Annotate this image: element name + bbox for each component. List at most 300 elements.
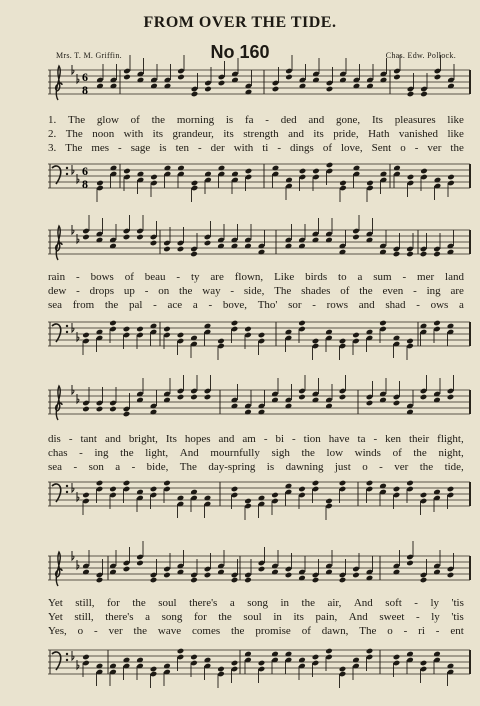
note-head [299, 168, 307, 175]
lyric-word: o [400, 142, 406, 154]
note-head [204, 240, 212, 247]
flat-icon [77, 332, 79, 341]
lyric-word: flight, [437, 433, 464, 445]
lyric-word: grandeur, [172, 128, 214, 140]
lyric-word: the [413, 447, 427, 459]
note-head [136, 326, 144, 333]
lyric-word: Its [371, 114, 383, 126]
lyric-line [48, 460, 464, 474]
lyric-word: the [151, 114, 166, 126]
lyric-word: bright, [128, 433, 158, 445]
note-head [177, 332, 185, 339]
clef-dot [66, 491, 68, 493]
lyric-word: The [65, 142, 83, 154]
note-head [352, 572, 360, 579]
lyric-word: of [130, 114, 140, 126]
note-head [123, 74, 131, 81]
clef-dot [66, 331, 68, 333]
treble-staff-system-4 [0, 548, 480, 598]
lyric-word: soft [385, 597, 402, 609]
lyric-word: ty [190, 271, 200, 283]
lyric-word: night, [438, 447, 464, 459]
treble-staff-system-1 [0, 62, 480, 112]
bass-staff-system-2 [0, 318, 480, 358]
lyric-line [48, 141, 464, 155]
lyric-word: ta [357, 433, 366, 445]
lyric-word: of [301, 625, 311, 637]
lyric-word: light, [145, 447, 169, 459]
note-head [433, 251, 441, 258]
note-head [123, 234, 131, 241]
lyric-word: - [176, 271, 181, 283]
lyric-word: o [362, 461, 368, 473]
lyric-word: are [210, 271, 224, 283]
note-head [393, 400, 401, 407]
lyric-word: soul [158, 597, 177, 609]
lyric-word: - [118, 142, 122, 154]
lyric-word: Its [165, 433, 177, 445]
lyric-word: The [274, 285, 292, 297]
note-head [339, 338, 347, 345]
lyric-line [48, 284, 464, 298]
lyric-word: love, [340, 142, 363, 154]
lyric-word: dings [290, 142, 314, 154]
lyric-word: 1. [48, 114, 57, 126]
lyric-word: the [218, 611, 232, 623]
lyric-word: - [79, 447, 83, 459]
note-head [420, 660, 428, 667]
note-head [190, 394, 198, 401]
note-head [217, 338, 225, 345]
time-signature-top: 6 [82, 70, 88, 84]
flat-icon [72, 225, 74, 234]
lyric-word: even [382, 285, 404, 297]
flat-icon [77, 174, 79, 183]
lyric-word: - [414, 597, 418, 609]
lyric-word: pleasures [394, 114, 436, 126]
note-head [191, 180, 199, 187]
note-head [82, 234, 90, 241]
lyric-word: in [273, 611, 282, 623]
note-head [82, 406, 90, 413]
note-head [272, 86, 280, 93]
lyric-word: and [358, 299, 375, 311]
hymn-title: FROM OVER THE TIDE. [143, 14, 337, 31]
lyric-word: o [387, 625, 393, 637]
note-head [245, 168, 253, 175]
bass-staff-system-1 [0, 160, 480, 200]
lyric-word: pride, [333, 128, 359, 140]
lyric-line [48, 446, 464, 460]
lyric-word: there's [105, 611, 134, 623]
lyric-word: - [414, 142, 419, 154]
note-head [96, 577, 104, 584]
lyric-word: vanished [398, 128, 438, 140]
note-head [82, 654, 90, 661]
lyric-word: wave [157, 625, 182, 637]
lyric-word: Sent [371, 142, 392, 154]
lyric-line [48, 298, 464, 312]
note-head [420, 577, 428, 584]
lyric-word: The [65, 128, 83, 140]
lyric-word: strength [243, 128, 279, 140]
clef-dot [66, 325, 68, 327]
lyric-word: mournfully [210, 447, 260, 459]
note-head [96, 180, 104, 187]
lyric-word: the [301, 447, 315, 459]
note-head [82, 492, 90, 499]
lyric-word: ded [280, 114, 297, 126]
note-head [366, 180, 374, 187]
lyric-word: ly [431, 611, 440, 623]
lyric-word: dawning [285, 461, 324, 473]
note-head [393, 486, 401, 493]
note-head [434, 74, 442, 81]
lyric-line [48, 610, 464, 624]
note-head [244, 498, 252, 505]
lyric-word: hopes [184, 433, 211, 445]
lyric-word: with [233, 142, 254, 154]
lyric-word: der [210, 142, 225, 154]
lyric-word: still, [74, 611, 94, 623]
lyric-word: birds [305, 271, 328, 283]
lyric-word: sor [288, 299, 302, 311]
lyric-word: a [229, 597, 235, 609]
lyric-word: 2. [48, 128, 57, 140]
lyric-word: ing [94, 447, 109, 459]
clef-dot [66, 653, 68, 655]
note-head [123, 168, 131, 175]
lyric-word: - [402, 271, 407, 283]
note-head [312, 577, 320, 584]
lyric-word: The [359, 625, 377, 637]
lyric-word: winds [354, 447, 381, 459]
lyric-word: ver [427, 142, 442, 154]
lyric-word: and [308, 114, 325, 126]
note-head [231, 660, 239, 667]
note-head [217, 666, 225, 673]
lyric-word: bove, [222, 299, 247, 311]
lyric-line [48, 596, 464, 610]
note-head [109, 320, 117, 327]
note-head [150, 486, 158, 493]
note-head [150, 240, 158, 247]
treble-clef-icon [56, 226, 62, 260]
lyric-word: a [115, 461, 121, 473]
flat-icon [72, 65, 74, 74]
note-head [325, 648, 333, 655]
lyric-word: pain, [315, 611, 338, 623]
lyric-word: Tho' [257, 299, 278, 311]
lyric-word: beau [144, 271, 166, 283]
lyric-word: The [68, 114, 86, 126]
note-head [312, 338, 320, 345]
note-head [406, 480, 414, 487]
note-head [204, 572, 212, 579]
lyric-word: a [145, 611, 150, 623]
note-head [298, 394, 306, 401]
clef-dot [66, 485, 68, 487]
note-head [407, 91, 415, 98]
note-head [447, 394, 455, 401]
lyric-word: - [373, 433, 378, 445]
note-head [407, 174, 415, 181]
lyric-word: of [322, 142, 332, 154]
lyric-word: its [313, 128, 324, 140]
lyric-word: shad [385, 299, 406, 311]
lyric-word: dis [48, 433, 61, 445]
lyric-word: - [153, 299, 157, 311]
note-head [312, 654, 320, 661]
note-head [177, 394, 185, 401]
flat-icon [72, 323, 74, 332]
composer-credit: Chas. Edw. Pollock. [385, 51, 456, 60]
lyric-word: 'tis [451, 597, 464, 609]
lyric-word: bide, [146, 461, 169, 473]
bass-clef-icon [52, 166, 61, 184]
lyric-word: up [123, 285, 135, 297]
lyric-line [48, 127, 464, 141]
lyric-word: - [379, 461, 383, 473]
flat-icon [77, 234, 79, 243]
lyric-word: rain [48, 271, 66, 283]
note-head [326, 162, 334, 169]
lyric-word: drops [89, 285, 115, 297]
lyric-word: sea [48, 299, 63, 311]
note-head [447, 174, 455, 181]
lyrics-system-1 [48, 113, 464, 155]
note-head [420, 492, 428, 499]
lyric-word: there's [189, 597, 218, 609]
lyric-word: Hath [368, 128, 390, 140]
lyric-word: low [326, 447, 344, 459]
note-head [218, 80, 226, 87]
note-head [163, 480, 171, 487]
lyric-word: and [218, 433, 235, 445]
lyric-word: - [277, 142, 282, 154]
flat-icon [77, 660, 79, 669]
lyric-word: ri [418, 625, 425, 637]
note-head [163, 326, 171, 333]
clef-dot [66, 173, 68, 175]
note-head [190, 577, 198, 584]
note-head [231, 486, 239, 493]
lyric-word: shades [301, 285, 331, 297]
note-head [339, 480, 347, 487]
note-head [420, 168, 428, 175]
bass-clef-icon [52, 324, 61, 342]
note-head [109, 486, 117, 493]
lyric-word: ti [262, 142, 269, 154]
note-head [352, 234, 360, 241]
lyric-word: the [120, 447, 134, 459]
lyric-word: side, [243, 285, 265, 297]
lyric-word: song [161, 611, 183, 623]
lyricist-credit: Mrs. T. M. Griffin. [56, 51, 122, 60]
lyric-word: the [179, 285, 193, 297]
hymn-number: No 160 [210, 42, 270, 62]
lyric-word: - [263, 433, 268, 445]
lyric-word: tide, [444, 461, 464, 473]
lyric-word: 3. [48, 142, 57, 154]
lyric-line [48, 432, 464, 446]
lyric-word: The [179, 461, 197, 473]
lyric-word: - [230, 285, 235, 297]
lyric-line [48, 113, 464, 127]
lyric-word: - [415, 611, 420, 623]
flat-icon [77, 560, 79, 569]
lyric-word: mer [417, 271, 435, 283]
lyric-word: Like [274, 271, 295, 283]
note-head [352, 332, 360, 339]
note-head [285, 74, 293, 81]
lyric-word: the [301, 597, 315, 609]
lyric-word: the [419, 461, 434, 473]
lyric-word: bi [275, 433, 285, 445]
lyric-word: dew [48, 285, 67, 297]
note-head [433, 320, 441, 327]
note-head [366, 400, 374, 407]
bass-staff-system-4 [0, 646, 480, 686]
lyric-word: from [72, 299, 95, 311]
lyric-word: - [292, 433, 296, 445]
note-head [406, 251, 414, 258]
note-head [339, 394, 347, 401]
lyric-word: dawn, [321, 625, 349, 637]
treble-staff-system-2 [0, 222, 480, 272]
note-head [420, 251, 428, 258]
note-head [325, 498, 333, 505]
lyric-word: pal [129, 299, 143, 311]
lyric-word: - [68, 433, 73, 445]
note-head [406, 560, 414, 567]
note-head [204, 394, 212, 401]
lyric-word: of [124, 271, 134, 283]
lyric-word: fa [244, 114, 254, 126]
flat-icon [72, 385, 74, 394]
lyric-word: song [247, 597, 268, 609]
bass-clef-icon [52, 652, 61, 670]
note-head [393, 654, 401, 661]
lyric-word: son [88, 461, 104, 473]
note-head [204, 86, 212, 93]
bass-staff-system-3 [0, 478, 480, 518]
lyric-word: - [413, 285, 417, 297]
lyric-word: the [133, 625, 147, 637]
lyric-word: flown, [234, 271, 264, 283]
note-head [420, 394, 428, 401]
lyric-word: ing [426, 285, 441, 297]
lyric-word: just [334, 461, 351, 473]
note-head [271, 492, 279, 499]
note-head [406, 338, 414, 345]
note-head [96, 406, 104, 413]
lyric-word: to [338, 271, 347, 283]
time-signature-bottom: 8 [82, 177, 88, 191]
lyric-word: noon [92, 128, 115, 140]
note-head [447, 486, 455, 493]
lyric-word: sigh [271, 447, 290, 459]
lyric-word: ten [175, 142, 190, 154]
lyric-word: - [131, 461, 136, 473]
note-head [177, 246, 185, 253]
lyric-word: ly [430, 597, 439, 609]
lyric-word: their [409, 433, 430, 445]
lyric-word: Yet [48, 611, 63, 623]
lyric-word: - [76, 285, 80, 297]
lyric-word: - [144, 285, 149, 297]
note-head [244, 577, 252, 584]
bass-clef-icon [52, 484, 61, 502]
note-head [366, 480, 374, 487]
lyric-line [48, 270, 464, 284]
lyric-word: a [459, 299, 464, 311]
lyric-word: day-spring [208, 461, 256, 473]
lyric-word: way [202, 285, 221, 297]
lyric-word: is [159, 142, 167, 154]
lyrics-system-2 [48, 270, 464, 312]
lyric-word: in [280, 597, 290, 609]
flat-icon [77, 74, 79, 83]
note-head [258, 660, 266, 667]
lyric-word: - [76, 271, 80, 283]
note-head [339, 180, 347, 187]
note-head [366, 648, 374, 655]
clef-dot [66, 167, 68, 169]
note-head [312, 168, 320, 175]
lyric-word: - [198, 142, 202, 154]
note-head [109, 406, 117, 413]
note-head [285, 572, 293, 579]
flat-icon [77, 492, 79, 501]
lyric-word: And [179, 447, 199, 459]
lyric-word: Yet [48, 597, 63, 609]
lyric-word: And [348, 611, 368, 623]
note-head [231, 320, 239, 327]
flat-icon [72, 165, 74, 174]
lyric-word: have [328, 433, 350, 445]
treble-clef-icon [56, 552, 62, 586]
lyric-word: sum [373, 271, 392, 283]
lyric-word: a [192, 299, 198, 311]
lyric-word: o [77, 625, 84, 637]
lyric-word: chas [48, 447, 68, 459]
lyric-word: sweet [379, 611, 405, 623]
treble-clef-icon [56, 66, 62, 100]
lyric-word: Yes, [48, 625, 67, 637]
lyric-word: the [132, 597, 146, 609]
lyric-word: the [450, 142, 464, 154]
lyric-word: like [447, 114, 464, 126]
note-head [231, 577, 239, 584]
note-head [339, 666, 347, 673]
lyric-word: are [450, 285, 464, 297]
note-head [163, 572, 171, 579]
lyric-line [48, 624, 464, 638]
lyric-word: is [266, 461, 275, 473]
lyric-word: land [445, 271, 464, 283]
lyric-word: ace [167, 299, 183, 311]
flat-icon [72, 651, 74, 660]
lyric-word: sea [48, 461, 63, 473]
lyric-word: and [288, 128, 304, 140]
treble-staff-system-3 [0, 382, 480, 432]
flat-icon [77, 394, 79, 403]
lyric-word: tant [80, 433, 97, 445]
lyric-word: the [231, 625, 245, 637]
lyric-word: air, [327, 597, 342, 609]
lyric-word: the [359, 285, 373, 297]
